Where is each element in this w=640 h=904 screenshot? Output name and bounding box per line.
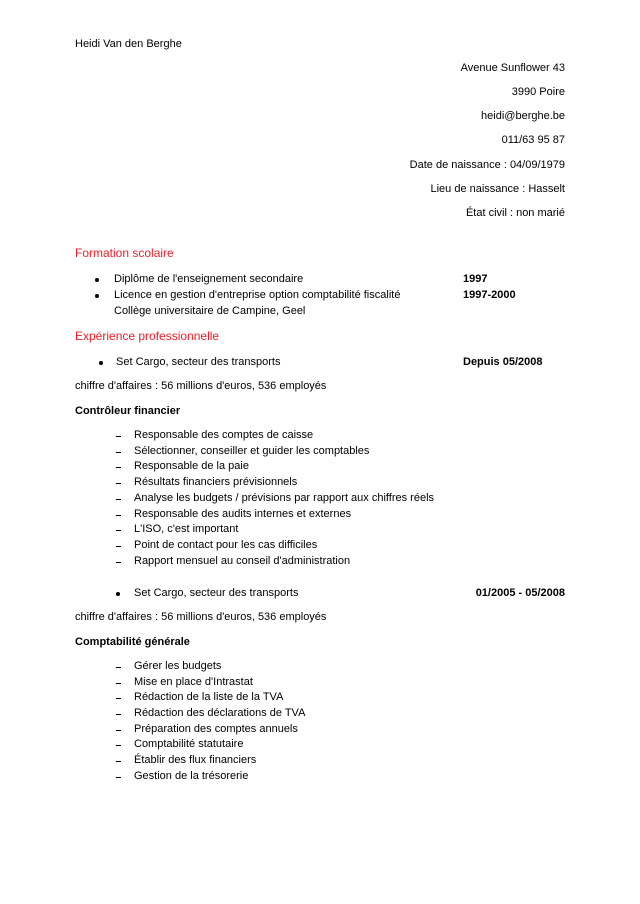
dash: [116, 730, 121, 731]
job-task: Préparation des comptes annuels: [134, 723, 298, 735]
job-task: Rédaction de la liste de la TVA: [134, 691, 284, 703]
job-task: Sélectionner, conseiller et guider les comptables: [134, 445, 370, 457]
dash: [116, 683, 121, 684]
job-info: chiffre d'affaires : 56 millions d'euros, 536 employés: [75, 380, 327, 392]
dash: [116, 452, 121, 453]
job-task: Rapport mensuel au conseil d'administration: [134, 555, 351, 567]
contact-address: Avenue Sunflower 43: [460, 62, 565, 74]
job-task: Responsable de la paie: [134, 460, 249, 472]
dash: [116, 761, 121, 762]
education-item-school: Collège universitaire de Campine, Geel: [114, 305, 306, 317]
dash: [116, 745, 121, 746]
dash: [116, 483, 121, 484]
job-title: Comptabilité générale: [75, 636, 190, 648]
job-task: Comptabilité statutaire: [134, 738, 244, 750]
dash: [116, 515, 121, 516]
job-date: 01/2005 - 05/2008: [475, 587, 565, 599]
dash: [116, 698, 121, 699]
job-date: Depuis 05/2008: [463, 356, 543, 368]
job-company: Set Cargo, secteur des transports: [134, 587, 299, 599]
bullet: [116, 592, 120, 596]
job-task: L'ISO, c'est important: [134, 523, 239, 535]
job-task: Établir des flux financiers: [134, 754, 257, 766]
job-task: Résultats financiers prévisionnels: [134, 476, 298, 488]
job-task: Rédaction des déclarations de TVA: [134, 707, 306, 719]
dash: [116, 467, 121, 468]
bullet: [95, 278, 99, 282]
dash: [116, 562, 121, 563]
education-heading: Formation scolaire: [75, 246, 174, 260]
job-task: Gérer les budgets: [134, 660, 222, 672]
contact-birthplace: Lieu de naissance : Hasselt: [430, 183, 565, 195]
job-company: Set Cargo, secteur des transports: [116, 356, 281, 368]
job-title: Contrôleur financier: [75, 405, 181, 417]
bullet: [95, 294, 99, 298]
contact-phone: 011/63 95 87: [501, 134, 565, 146]
education-item-date: 1997: [463, 273, 488, 285]
dash: [116, 777, 121, 778]
contact-email: heidi@berghe.be: [481, 110, 565, 122]
job-task: Mise en place d'Intrastat: [134, 676, 253, 688]
contact-city: 3990 Poire: [511, 86, 565, 98]
candidate-name: Heidi Van den Berghe: [75, 38, 182, 50]
contact-birthdate: Date de naissance : 04/09/1979: [409, 159, 565, 171]
job-task: Point de contact pour les cas difficiles: [134, 539, 318, 551]
dash: [116, 436, 121, 437]
job-task: Gestion de la trésorerie: [134, 770, 249, 782]
experience-heading: Expérience professionnelle: [75, 329, 220, 343]
education-item-label: Licence en gestion d'entreprise option comptabilité fiscalité: [114, 289, 401, 301]
dash: [116, 530, 121, 531]
education-item-label: Diplôme de l'enseignement secondaire: [114, 273, 304, 285]
dash: [116, 499, 121, 500]
bullet: [99, 361, 103, 365]
job-info: chiffre d'affaires : 56 millions d'euros, 536 employés: [75, 611, 327, 623]
dash: [116, 714, 121, 715]
job-task: Responsable des comptes de caisse: [134, 429, 314, 441]
dash: [116, 667, 121, 668]
education-item-date: 1997-2000: [463, 289, 516, 301]
contact-civil-status: État civil : non marié: [465, 207, 565, 219]
job-task: Analyse les budgets / prévisions par rapport aux chiffres réels: [134, 492, 435, 504]
dash: [116, 546, 121, 547]
job-task: Responsable des audits internes et externes: [134, 508, 352, 520]
